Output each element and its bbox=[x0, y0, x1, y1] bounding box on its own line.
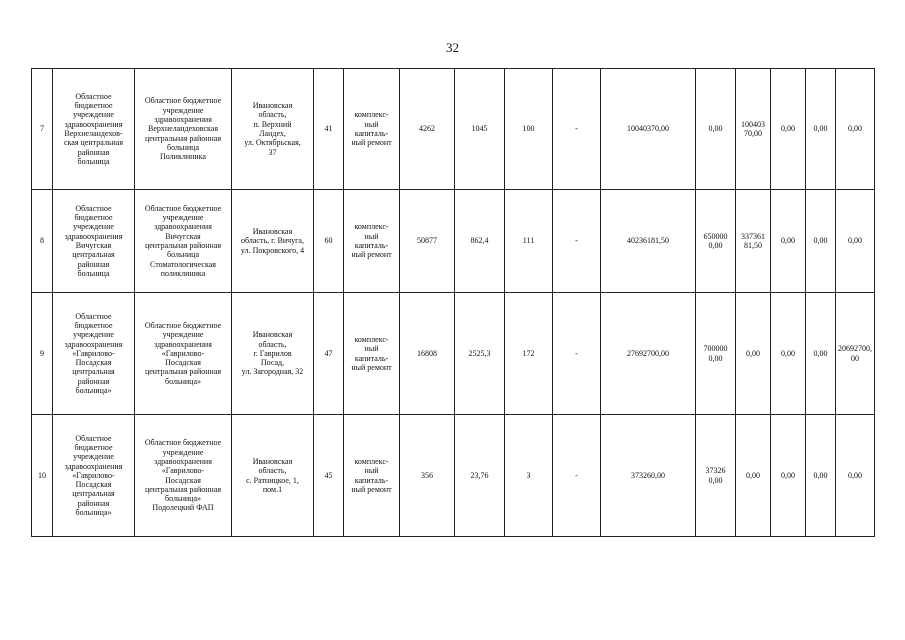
row-number: 10 bbox=[32, 415, 53, 537]
institution-name: Областное бюджетное учреждение здравоохранения «Гаврилово- Посадская центральная районная больница» bbox=[53, 293, 135, 415]
cost-year-3: 0,00 bbox=[771, 293, 806, 415]
cost-year-1: 700000 0,00 bbox=[696, 293, 736, 415]
cost-year-2: 0,00 bbox=[736, 293, 771, 415]
work-type: комплекс- ный капиталь- ный ремонт bbox=[344, 415, 400, 537]
cost-year-4: 0,00 bbox=[806, 415, 836, 537]
object-address: Ивановская область, с. Ратницкое, 1, пом.1 bbox=[232, 415, 314, 537]
building-age: 41 bbox=[314, 69, 344, 190]
institution-name: Областное бюджетное учреждение здравоохранения Вичугская центральная районная больница bbox=[53, 190, 135, 293]
institution-name: Областное бюджетное учреждение здравоохранения «Гаврилово- Посадская центральная районная больница» bbox=[53, 415, 135, 537]
table-row bbox=[32, 415, 875, 537]
building-volume: 356 bbox=[400, 415, 455, 537]
page-number: 32 bbox=[446, 40, 459, 55]
building-area: 862,4 bbox=[455, 190, 505, 293]
institution-name: Областное бюджетное учреждение здравоохранения Верхнеландехов- ская центральная районная больница bbox=[53, 69, 135, 190]
cost-year-1: 37326 0,00 bbox=[696, 415, 736, 537]
object-address: Ивановская область, п. Верхний Ландех, ул. Октябрьская, 37 bbox=[232, 69, 314, 190]
cost-year-2: 0,00 bbox=[736, 415, 771, 537]
row-number: 9 bbox=[32, 293, 53, 415]
building-age: 45 bbox=[314, 415, 344, 537]
building-volume: 50877 bbox=[400, 190, 455, 293]
object-name: Областное бюджетное учреждение здравоохранения Верхнеландеховская центральная районная больница Поликлиника bbox=[135, 69, 232, 190]
building-age: 60 bbox=[314, 190, 344, 293]
empty-value: - bbox=[553, 293, 601, 415]
object-name: Областное бюджетное учреждение здравоохранения «Гаврилово- Посадская центральная районная больница» Подолецкий ФАП bbox=[135, 415, 232, 537]
repair-program-table bbox=[31, 68, 875, 537]
cost-year-5: 0,00 bbox=[836, 190, 875, 293]
object-name: Областное бюджетное учреждение здравоохранения Вичугская центральная районная больница Стоматологическая поликлиника bbox=[135, 190, 232, 293]
cost-year-2: 337361 81,50 bbox=[736, 190, 771, 293]
cost-year-3: 0,00 bbox=[771, 415, 806, 537]
cost-year-4: 0,00 bbox=[806, 190, 836, 293]
object-address: Ивановская область, г. Гаврилов Посад, ул. Загородная, 32 bbox=[232, 293, 314, 415]
row-number: 7 bbox=[32, 69, 53, 190]
cost-year-3: 0,00 bbox=[771, 190, 806, 293]
work-type: комплекс- ный капиталь- ный ремонт bbox=[344, 69, 400, 190]
empty-value: - bbox=[553, 415, 601, 537]
building-age: 47 bbox=[314, 293, 344, 415]
cost-year-1: 0,00 bbox=[696, 69, 736, 190]
building-volume: 4262 bbox=[400, 69, 455, 190]
total-cost: 373260,00 bbox=[601, 415, 696, 537]
table-row bbox=[32, 69, 875, 190]
cost-year-4: 0,00 bbox=[806, 293, 836, 415]
cost-year-3: 0,00 bbox=[771, 69, 806, 190]
empty-value: - bbox=[553, 190, 601, 293]
capacity: 172 bbox=[505, 293, 553, 415]
cost-year-2: 100403 70,00 bbox=[736, 69, 771, 190]
total-cost: 27692700,00 bbox=[601, 293, 696, 415]
work-type: комплекс- ный капиталь- ный ремонт bbox=[344, 190, 400, 293]
building-area: 2525,3 bbox=[455, 293, 505, 415]
cost-year-1: 650000 0,00 bbox=[696, 190, 736, 293]
cost-year-5: 0,00 bbox=[836, 415, 875, 537]
capacity: 111 bbox=[505, 190, 553, 293]
work-type: комплекс- ный капиталь- ный ремонт bbox=[344, 293, 400, 415]
building-area: 23,76 bbox=[455, 415, 505, 537]
row-number: 8 bbox=[32, 190, 53, 293]
object-name: Областное бюджетное учреждение здравоохранения «Гаврилово- Посадская центральная районная больница» bbox=[135, 293, 232, 415]
cost-year-5: 20692700, 00 bbox=[836, 293, 875, 415]
cost-year-4: 0,00 bbox=[806, 69, 836, 190]
table-row bbox=[32, 293, 875, 415]
building-area: 1045 bbox=[455, 69, 505, 190]
object-address: Ивановская область, г. Вичуга, ул. Покровского, 4 bbox=[232, 190, 314, 293]
total-cost: 10040370,00 bbox=[601, 69, 696, 190]
total-cost: 40236181,50 bbox=[601, 190, 696, 293]
capacity: 100 bbox=[505, 69, 553, 190]
capacity: 3 bbox=[505, 415, 553, 537]
empty-value: - bbox=[553, 69, 601, 190]
building-volume: 16808 bbox=[400, 293, 455, 415]
cost-year-5: 0,00 bbox=[836, 69, 875, 190]
table-row bbox=[32, 190, 875, 293]
